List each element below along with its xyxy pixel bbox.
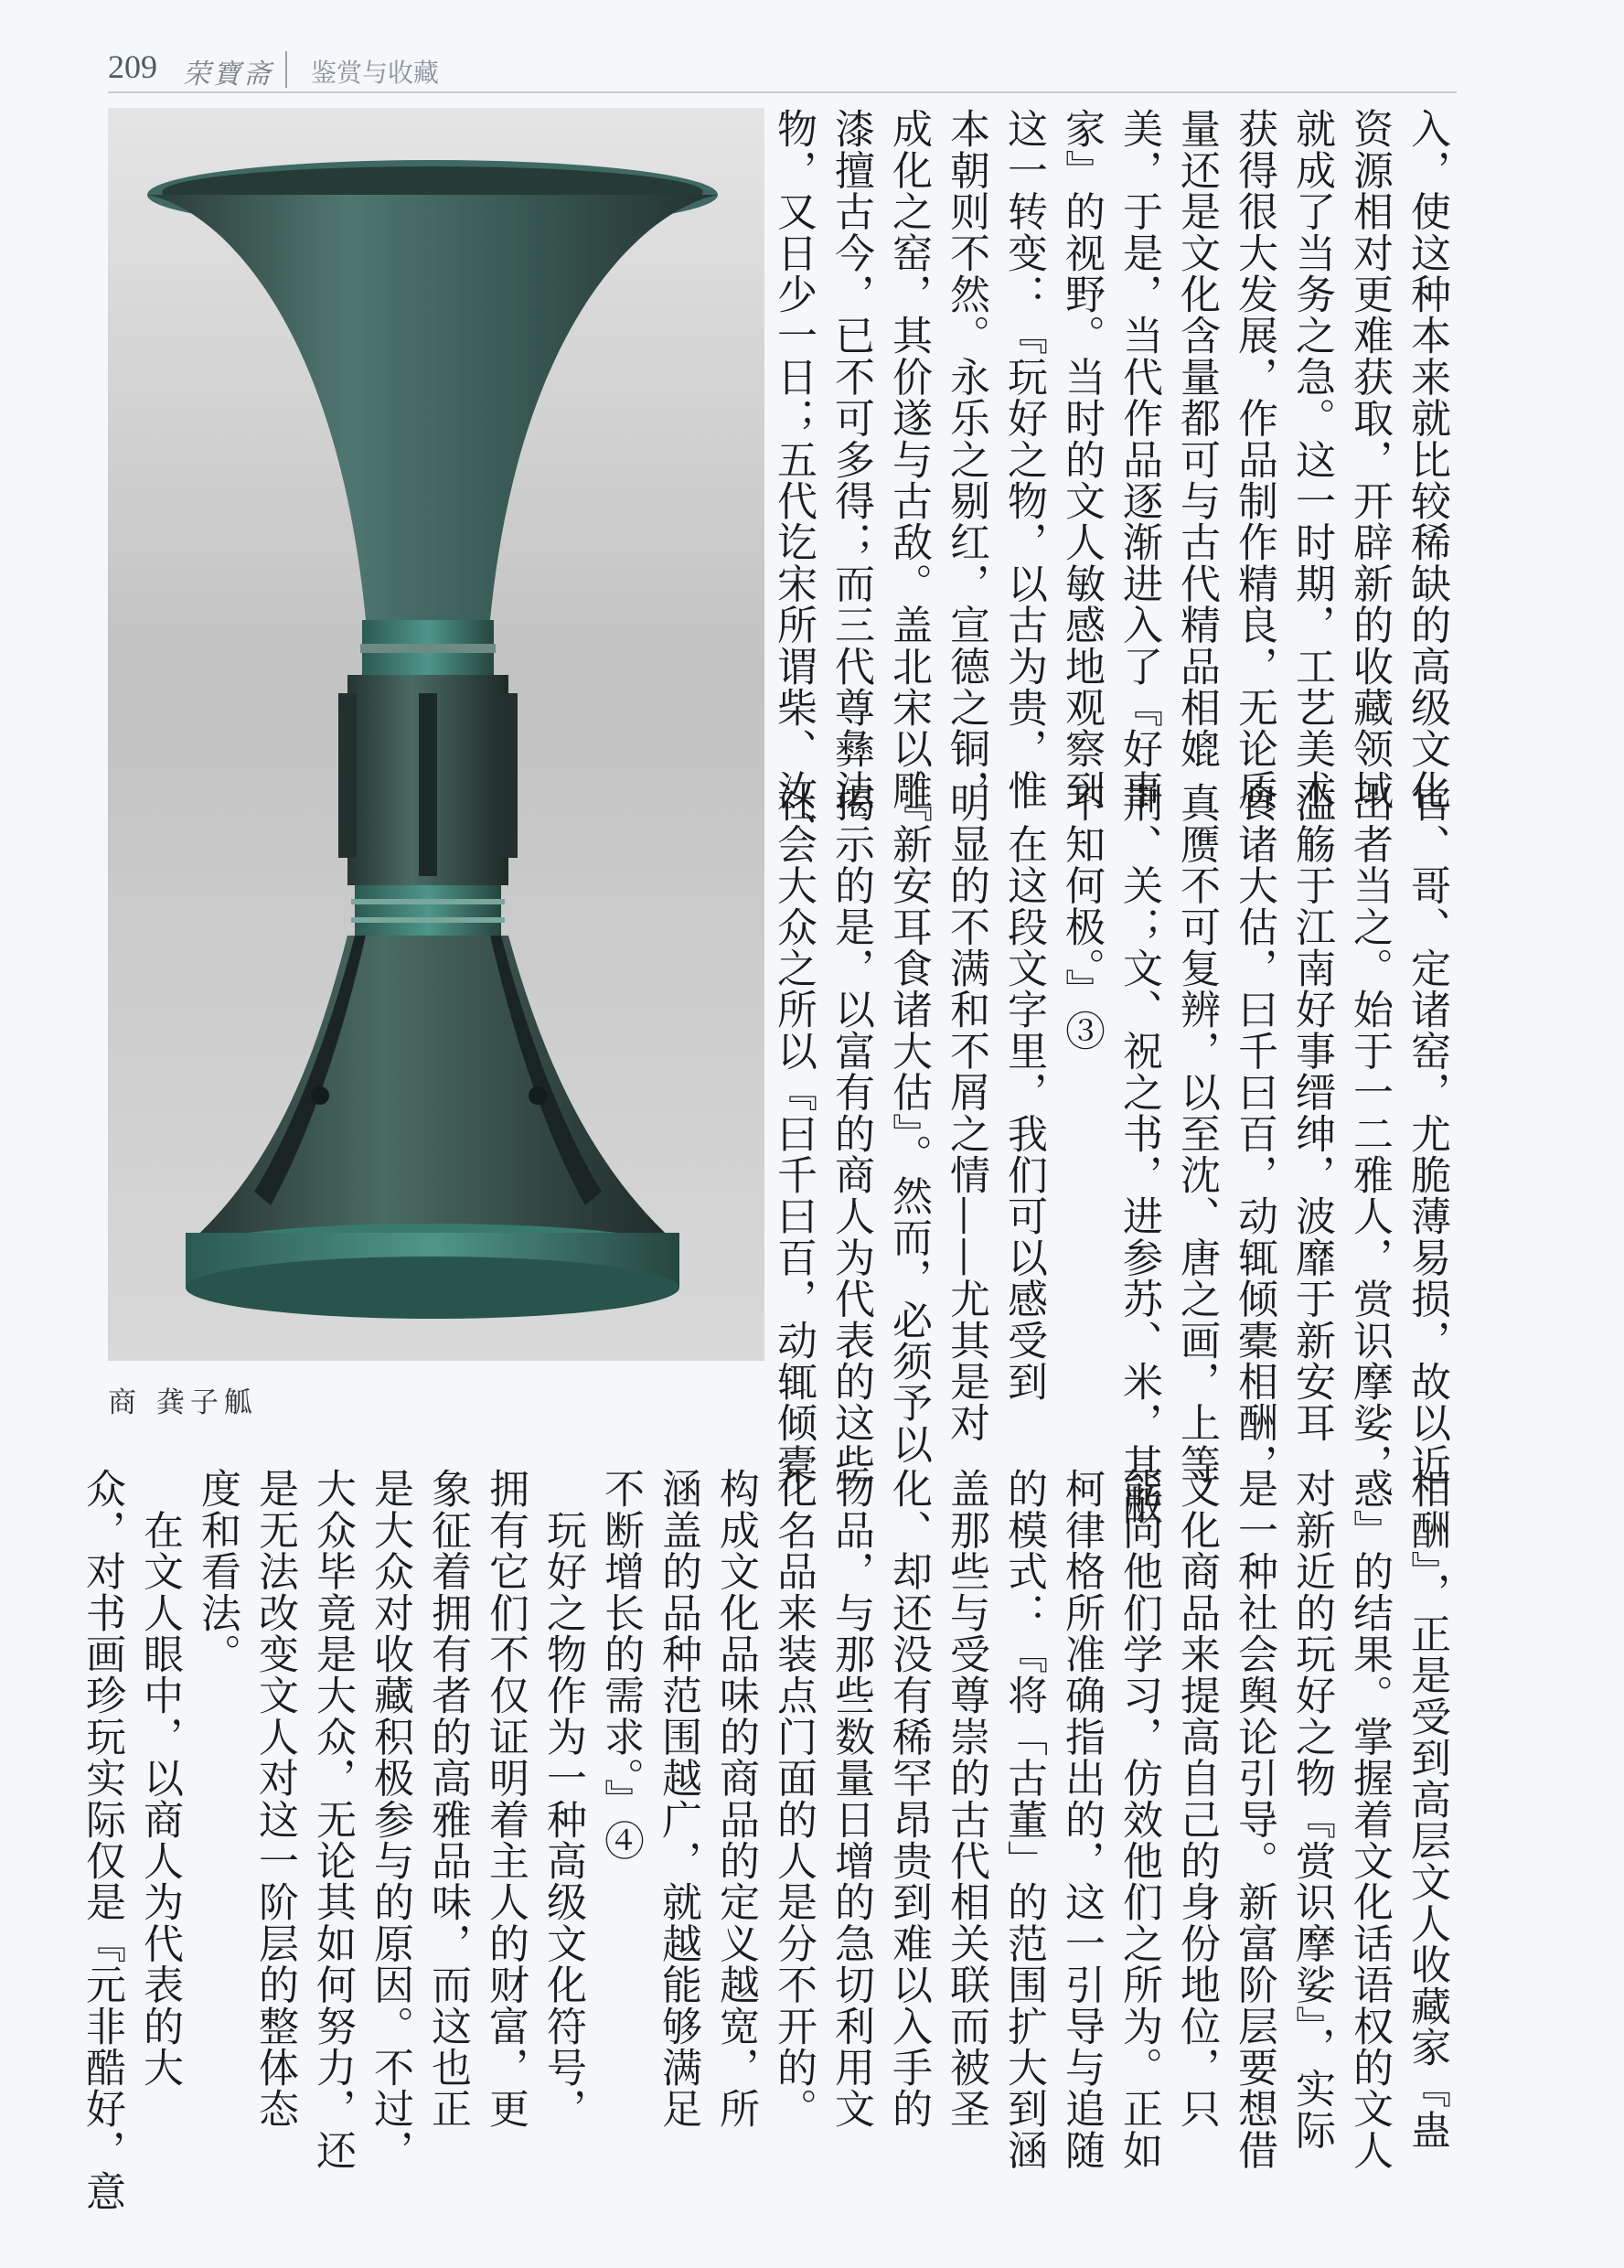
text-column: 漆擅古今，已不可多得；而三代尊彝法 <box>828 108 874 811</box>
text-column: 真赝不可复辨，以至沈、唐之画，上等 <box>1173 782 1220 1485</box>
text-column: 拥有它们不仅证明着主人的财富，更 <box>482 1468 529 2130</box>
text-column: 涵盖的品种范围越广，就越能够满足 <box>655 1468 701 2130</box>
text-column: 本朝则不然。永乐之剔红，宣德之铜， <box>943 108 989 811</box>
text-column: 物品，与那些数量日增的急切利用文 <box>828 1468 874 2130</box>
text-column: 在这段文字里，我们可以感受到 <box>1000 782 1047 1402</box>
text-column: 量还是文化含量都可与古代精品相媲 <box>1173 108 1220 770</box>
text-column: 食诸大估，曰千曰百，动辄倾橐相酬， <box>1231 782 1277 1485</box>
text-column: 构成文化品味的商品的定义越宽，所 <box>712 1468 759 2130</box>
text-column: 在文人眼中，以商人为代表的大 <box>136 1468 183 2088</box>
text-column: 是一种社会舆论引导。新富阶层要想借 <box>1231 1468 1277 2171</box>
text-column: 对新近的玩好之物『赏识摩娑』，实际 <box>1288 1468 1335 2151</box>
text-column: 化、却还没有稀罕昂贵到难以入手的 <box>885 1468 932 2130</box>
text-column: 揭示的是，以富有的商人为代表的这些 <box>828 782 874 1485</box>
text-column: 家』的视野。当时的文人敏感地观察到 <box>1058 108 1105 811</box>
text-column: 度和看法。 <box>194 1468 240 1674</box>
text-column: 众，对书画珍玩实际仅是『元非酷好，意 <box>79 1468 125 2212</box>
text-column: 的模式：『将「古董」的范围扩大到涵 <box>1000 1468 1047 2171</box>
header-rule <box>108 91 1457 93</box>
text-column: 文化商品来提高自己的身份地位，只 <box>1173 1468 1220 2130</box>
text-column: 象征着拥有者的高雅品味，而这也正 <box>424 1468 471 2130</box>
text-column: 大众毕竟是大众，无论其如何努力，还 <box>309 1468 356 2171</box>
brand-logo: 荣寶斋 <box>183 59 273 91</box>
text-column: 不知何极。』③ <box>1058 782 1105 1052</box>
text-column: 荆、关；文、祝之书，进参苏、米，其敝 <box>1116 782 1162 1526</box>
text-column: 就成了当务之急。这一时期，工艺美术 <box>1288 108 1335 811</box>
header-divider <box>285 51 287 88</box>
text-block-lower <box>73 1468 1456 2218</box>
text-column: 官、哥、定诸窑，尤脆薄易损，故以近 <box>1404 782 1450 1485</box>
text-column: 不断增长的需求。』④ <box>597 1468 644 1861</box>
text-column: 入，使这种本来就比较稀缺的高级文化 <box>1404 108 1450 811</box>
text-column: 美，于是，当代作品逐渐进入了『好事 <box>1116 108 1162 811</box>
text-column: 资源相对更难获取，开辟新的收藏领域 <box>1346 108 1393 811</box>
text-column: 明显的不满和不屑之情——尤其是对 <box>943 782 989 1444</box>
text-column: 社会大众之所以『曰千曰百，动辄倾橐 <box>770 782 817 1485</box>
text-column: 出者当之。始于一二雅人，赏识摩娑， <box>1346 782 1393 1485</box>
text-column: 『新安耳食诸大估』。然而，必须予以 <box>885 782 932 1465</box>
text-column: 玩好之物作为一种高级文化符号， <box>540 1468 586 2130</box>
text-block-upper <box>764 108 1456 858</box>
page-number: 209 <box>108 48 157 85</box>
text-column: 化名品来装点门面的人是分不开的。 <box>770 1468 817 2130</box>
text-column: 成化之窑，其价遂与古敌。盖北宋以雕 <box>885 108 932 811</box>
text-column: 这一转变：『玩好之物，以古为贵，惟 <box>1000 108 1047 811</box>
text-column: 相酬』，正是受到高层文人收藏家『蛊 <box>1404 1468 1450 2151</box>
text-column: 能向他们学习，仿效他们之所为。正如 <box>1116 1468 1162 2171</box>
text-column: 获得很大发展，作品制作精良，无论质 <box>1231 108 1277 811</box>
vessel-photo <box>108 108 764 1361</box>
text-column: 物，又日少一日；五代讫宋所谓柴、汝、 <box>770 108 817 852</box>
text-column: 惑』的结果。掌握着文化话语权的文人 <box>1346 1468 1393 2171</box>
text-column: 是大众对收藏积极参与的原因。不过， <box>367 1468 413 2171</box>
section-title: 鉴赏与收藏 <box>311 58 440 88</box>
text-column: 滥觞于江南好事缙绅，波靡于新安耳 <box>1288 782 1335 1444</box>
page-header <box>0 0 1624 95</box>
text-column: 盖那些与受尊崇的古代相关联而被圣 <box>943 1468 989 2130</box>
text-block-middle <box>764 782 1456 1526</box>
figure-caption: 商 龚子觚 <box>108 1386 258 1419</box>
text-column: 柯律格所准确指出的，这一引导与追随 <box>1058 1468 1105 2171</box>
bronze-gu-vessel-icon <box>108 108 764 1361</box>
text-column: 是无法改变文人对这一阶层的整体态 <box>251 1468 298 2130</box>
